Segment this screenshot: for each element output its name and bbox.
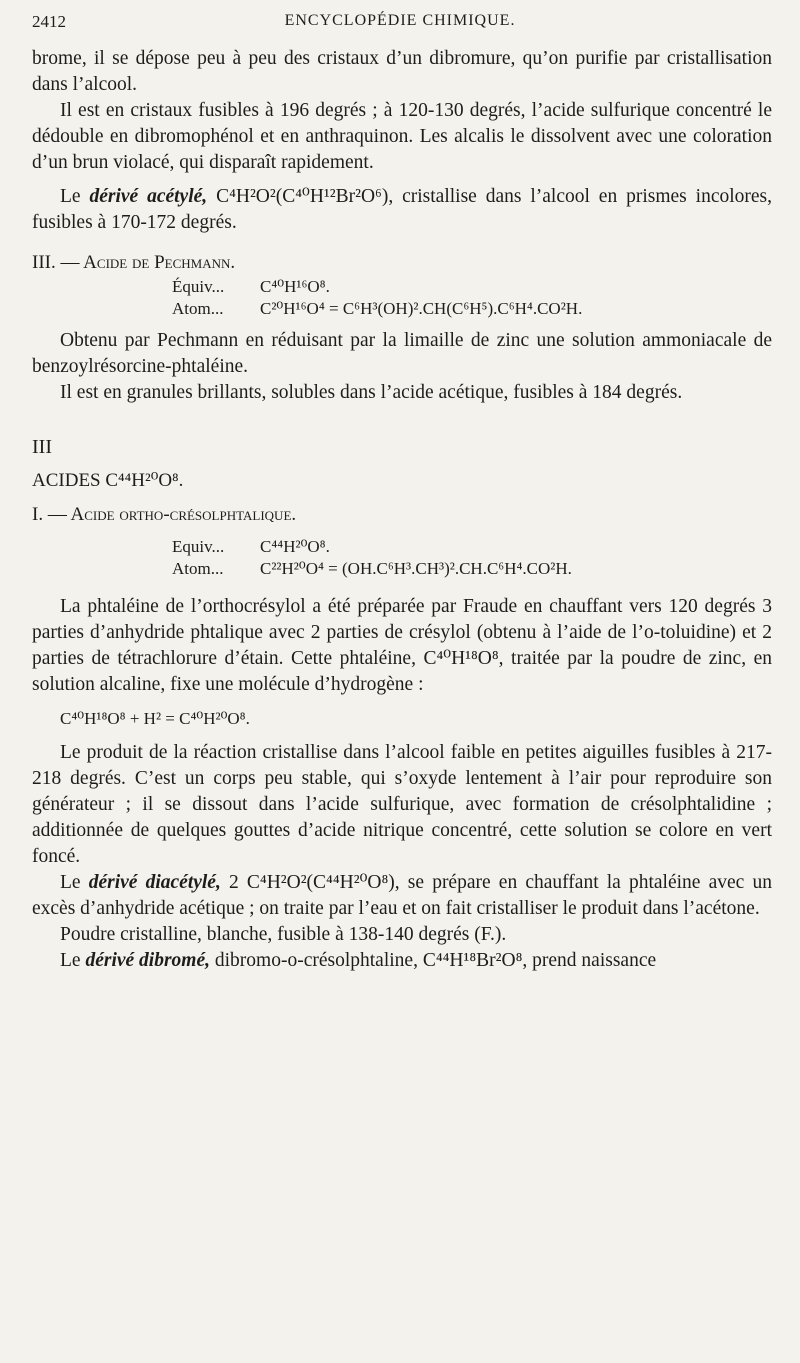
- paragraph-5: Il est en granules brillants, solubles dans l’acide acétique, fusibles à 184 degrés.: [60, 382, 683, 403]
- atom-formula: C²⁰H¹⁶O⁴ = C⁶H³(OH)².CH(C⁶H⁵).C⁶H⁴.CO²H.: [260, 299, 583, 318]
- equiv-label-2: Equiv...: [172, 537, 225, 556]
- page-content: [32, 46, 772, 974]
- paragraph-4: Obtenu par Pechmann en réduisant par la limaille de zinc une solution ammoniacale de benzoylrésorcine-phtaléine.: [32, 330, 772, 377]
- paragraph-8: [32, 870, 772, 922]
- equiv-formula-2: C⁴⁴H²⁰O⁸.: [260, 537, 330, 556]
- equiv-label: Équiv...: [172, 277, 225, 296]
- paragraph-10-text: dibromo-o-crésolphtaline, C⁴⁴H¹⁸Br²O⁸, prend naissance: [210, 950, 657, 971]
- paragraph-7: Le produit de la réaction cristallise dans l’alcool faible en petites aiguilles fusibles à 217-218 degrés. C’est un corps peu stable, qui s’oxyde lentement à l’air pour reproduire son générateur ; il se dissout dans l’acide sulfurique, avec formation de crésolphtalidine ; additionnée de quelques gouttes d’acide nitrique concentré, cette solution se colore en vert foncé.: [32, 742, 772, 867]
- page-number: 2412: [32, 12, 66, 31]
- atom-label: Atom...: [172, 299, 224, 318]
- chapter-number: III: [32, 436, 52, 458]
- equiv-formula: C⁴⁰H¹⁶O⁸.: [260, 277, 330, 296]
- section-title-pechmann: III. — Acide de Pechmann.: [32, 252, 236, 273]
- paragraph-8-text: 2 C⁴H²O²(C⁴⁴H²⁰O⁸), se prépare en chauffant la phtaléine avec un excès d’anhydride acétique ; on traite par l’eau et on fait cristalliser le produit dans l’acétone.: [32, 872, 772, 919]
- chapter-title: ACIDES C⁴⁴H²⁰O⁸.: [32, 470, 184, 491]
- formula-pechmann: [172, 276, 772, 320]
- paragraph-10: [32, 948, 772, 974]
- paragraph-8-lead: Le: [60, 872, 89, 893]
- page-header: [32, 12, 768, 38]
- paragraph-9: Poudre cristalline, blanche, fusible à 138-140 degrés (F.).: [60, 924, 507, 945]
- term-derive-dibrome: dérivé dibromé,: [85, 950, 211, 971]
- paragraph-10-lead: Le: [60, 950, 86, 971]
- term-derive-acetyle: dérivé acétylé,: [89, 186, 208, 207]
- atom-formula-2: C²²H²⁰O⁴ = (OH.C⁶H³.CH³)².CH.C⁶H⁴.CO²H.: [260, 559, 572, 578]
- section-title-ortho-cresolphtalique: I. — Acide ortho-crésolphtalique.: [32, 504, 297, 525]
- paragraph-3-lead: Le: [60, 186, 90, 207]
- paragraph-3: [32, 184, 772, 236]
- paragraph-1: brome, il se dépose peu à peu des cristaux d’un dibromure, qu’on purifie par cristallisation dans l’alcool.: [32, 48, 772, 95]
- running-title: ENCYCLOPÉDIE CHIMIQUE.: [284, 12, 516, 29]
- formula-ortho-cresolphtalique: [172, 536, 772, 580]
- paragraph-3-text: C⁴H²O²(C⁴⁰H¹²Br²O⁶), cristallise dans l’alcool en prismes incolores, fusibles à 170-172 degrés.: [32, 186, 772, 233]
- paragraph-6: La phtaléine de l’orthocrésylol a été préparée par Fraude en chauffant vers 120 degrés 3 parties d’anhydride phtalique avec 2 parties de crésylol (obtenu à l’aide de l’o-toluidine) et 2 parties de tétrachlorure d’étain. Cette phtaléine, C⁴⁰H¹⁸O⁸, traitée par la poudre de zinc, en solution alcaline, fixe une molécule d’hydrogène :: [32, 596, 772, 695]
- paragraph-2: Il est en cristaux fusibles à 196 degrés ; à 120-130 degrés, l’acide sulfurique concentré le dédouble en dibromophénol et en anthraquinon. Les alcalis le dissolvent avec une coloration d’un brun violacé, qui disparaît rapidement.: [32, 100, 772, 173]
- term-derive-diacetyle: dérivé diacétylé,: [88, 872, 221, 893]
- reaction-equation: C⁴⁰H¹⁸O⁸ + H² = C⁴⁰H²⁰O⁸.: [60, 709, 250, 728]
- atom-label-2: Atom...: [172, 559, 224, 578]
